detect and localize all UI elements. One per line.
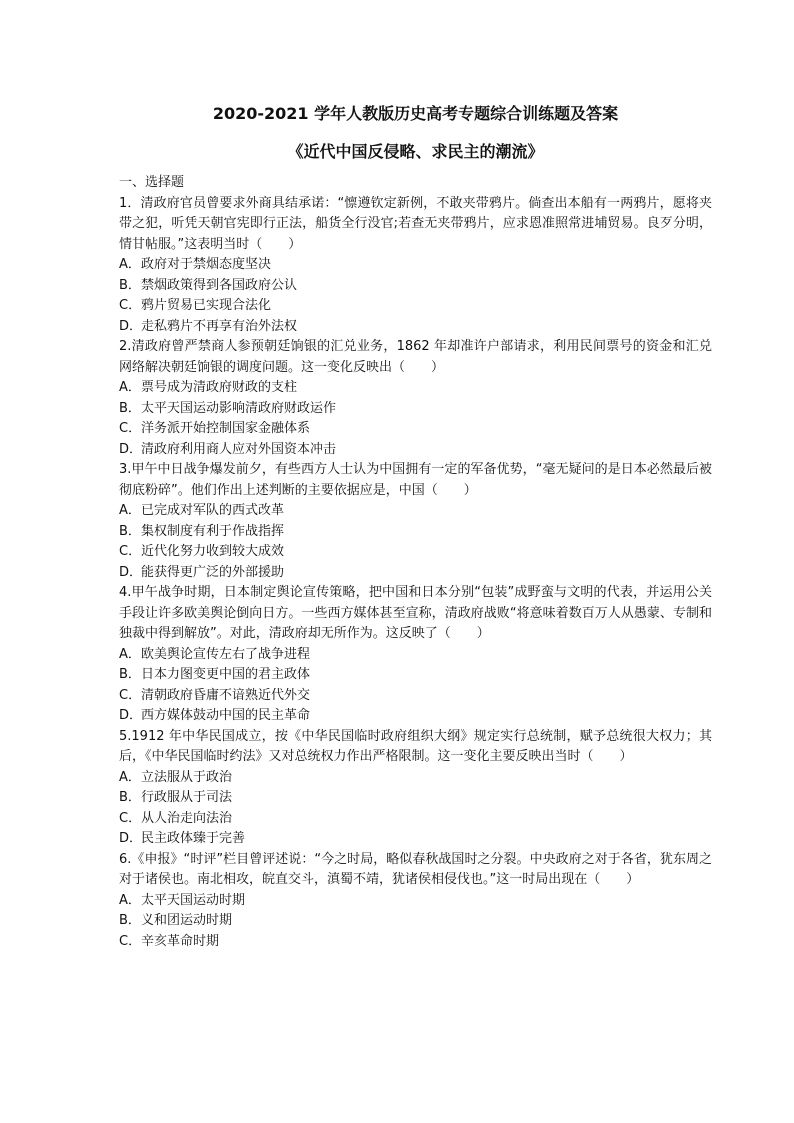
option-text: 太平天国运动影响清政府财政运作 (141, 400, 337, 416)
answer-option (119, 440, 712, 461)
question-stem: 1．清政府官员曾要求外商具结承诺：“懔遵钦定新例，不敢夹带鸦片。倘查出本船有一两鸦片，愿将夹带之犯，听凭天朝官宪即行正法，船货全行没官;若查无夹带鸦片，应求恩准照常进埔贸易。良歹分明，情甘帖服。”这表明当时（ ） (119, 195, 712, 252)
option-text: 鸦片贸易已实现合法化 (141, 298, 272, 313)
option-letter: C． (119, 544, 142, 559)
option-text: 清朝政府昏庸不谙熟近代外交 (141, 687, 311, 703)
option-text: 近代化努力收到较大成效 (141, 544, 285, 559)
option-letter: B． (119, 913, 141, 928)
answer-option (119, 542, 712, 563)
answer-option (119, 255, 712, 276)
option-letter: D． (119, 564, 143, 580)
option-text: 西方媒体鼓动中国的民主革命 (141, 708, 311, 723)
option-text: 走私鸦片不再享有治外法权 (141, 318, 298, 334)
option-text: 从人治走向法治 (141, 810, 233, 826)
option-letter: B． (119, 790, 141, 805)
answer-option (119, 317, 712, 338)
option-letter: D． (119, 441, 143, 457)
question-stem: 3.甲午中日战争爆发前夕，有些西方人士认为中国拥有一定的军备优势，“毫无疑问的是日本必然最后被彻底粉碎”。他们作出上述判断的主要依据应是，中国（ ） (119, 462, 712, 498)
answer-option (119, 788, 712, 809)
document-title: 2020-2021 学年人教版历史高考专题综合训练题及答案 (212, 104, 619, 123)
option-letter: A． (119, 380, 141, 395)
option-letter: D． (119, 318, 143, 334)
answer-option (119, 378, 712, 399)
question-block (119, 460, 712, 583)
answer-option (119, 706, 712, 727)
question-stem: 6.《申报》“时评”栏目曾评述说：“今之时局，略似春秋战国时之分裂。中央政府之对于各省，犹东周之对于诸侯也。南北相攻，皖直交斗，滇蜀不靖，犹诸侯相侵伐也。”这一时局出现在（ ） (119, 851, 712, 887)
option-letter: B． (119, 400, 141, 416)
option-letter: D． (119, 831, 143, 846)
option-letter: A． (119, 646, 141, 662)
answer-option (119, 911, 712, 932)
option-letter: C． (119, 810, 142, 826)
option-letter: B． (119, 667, 141, 682)
question-stem: 2.清政府曾严禁商人参预朝廷饷银的汇兑业务，1862 年却准许户部请求，利用民间票号的资金和汇兑网络解决朝廷饷银的调度问题。这一变化反映出（ ） (119, 339, 712, 375)
option-text: 太平天国运动时期 (141, 892, 246, 908)
question-block (119, 583, 712, 727)
option-letter: A． (119, 503, 141, 518)
option-letter: B． (119, 523, 141, 539)
answer-option (119, 665, 712, 686)
option-text: 欧美舆论宣传左右了战争进程 (141, 646, 311, 662)
answer-option (119, 645, 712, 666)
option-letter: A． (119, 892, 141, 908)
option-text: 已完成对军队的西式改革 (141, 503, 285, 518)
answer-option (119, 768, 712, 789)
answer-option (119, 891, 712, 912)
option-letter: C． (119, 421, 142, 436)
option-text: 立法服从于政治 (141, 769, 233, 785)
option-text: 辛亥革命时期 (141, 933, 220, 949)
answer-option (119, 419, 712, 440)
option-text: 政府对于禁烟态度坚决 (141, 257, 272, 272)
option-text: 能获得更广泛的外部援助 (141, 564, 285, 580)
option-text: 义和团运动时期 (141, 913, 233, 928)
question-list (119, 194, 712, 953)
option-text: 禁烟政策得到各国政府公认 (141, 277, 298, 293)
answer-option (119, 932, 712, 953)
answer-option (119, 829, 712, 850)
option-letter: A． (119, 769, 141, 785)
question-stem: 4.甲午战争时期，日本制定舆论宣传策略，把中国和日本分别“包装”成野蛮与文明的代表，并运用公关手段让许多欧美舆论倒向日方。一些西方媒体甚至宣称，清政府战败“将意味着数百万人从愚蒙、专制和独裁中得到解放”。对此，清政府却无所作为。这反映了（ ） (119, 585, 712, 641)
option-text: 洋务派开始控制国家金融体系 (141, 421, 311, 436)
option-text: 集权制度有利于作战指挥 (141, 523, 285, 539)
question-block (119, 194, 712, 338)
answer-option (119, 501, 712, 522)
question-block (119, 727, 712, 850)
question-block (119, 337, 712, 460)
answer-option (119, 276, 712, 297)
answer-option (119, 399, 712, 420)
option-letter: B． (119, 277, 141, 293)
answer-option (119, 563, 712, 584)
option-letter: D． (119, 708, 143, 723)
section-heading: 一、选择题 (119, 175, 185, 190)
option-letter: A． (119, 257, 141, 272)
option-letter: C． (119, 298, 142, 313)
document-subtitle: 《近代中国反侵略、求民主的潮流》 (287, 142, 544, 161)
option-text: 票号成为清政府财政的支柱 (141, 380, 298, 395)
option-text: 日本力图变更中国的君主政体 (141, 667, 311, 682)
answer-option (119, 686, 712, 707)
option-letter: C． (119, 687, 142, 703)
option-text: 行政服从于司法 (141, 790, 233, 805)
answer-option (119, 809, 712, 830)
option-text: 民主政体臻于完善 (141, 831, 246, 846)
question-block (119, 850, 712, 953)
answer-option (119, 522, 712, 543)
option-letter: C． (119, 933, 142, 949)
option-text: 清政府利用商人应对外国资本冲击 (141, 441, 337, 457)
answer-option (119, 296, 712, 317)
question-stem: 5.1912 年中华民国成立，按《中华民国临时政府组织大纲》规定实行总统制，赋予总统很大权力；其后，《中华民国临时约法》又对总统权力作出严格限制。这一变化主要反映出当时（ ） (119, 728, 712, 764)
